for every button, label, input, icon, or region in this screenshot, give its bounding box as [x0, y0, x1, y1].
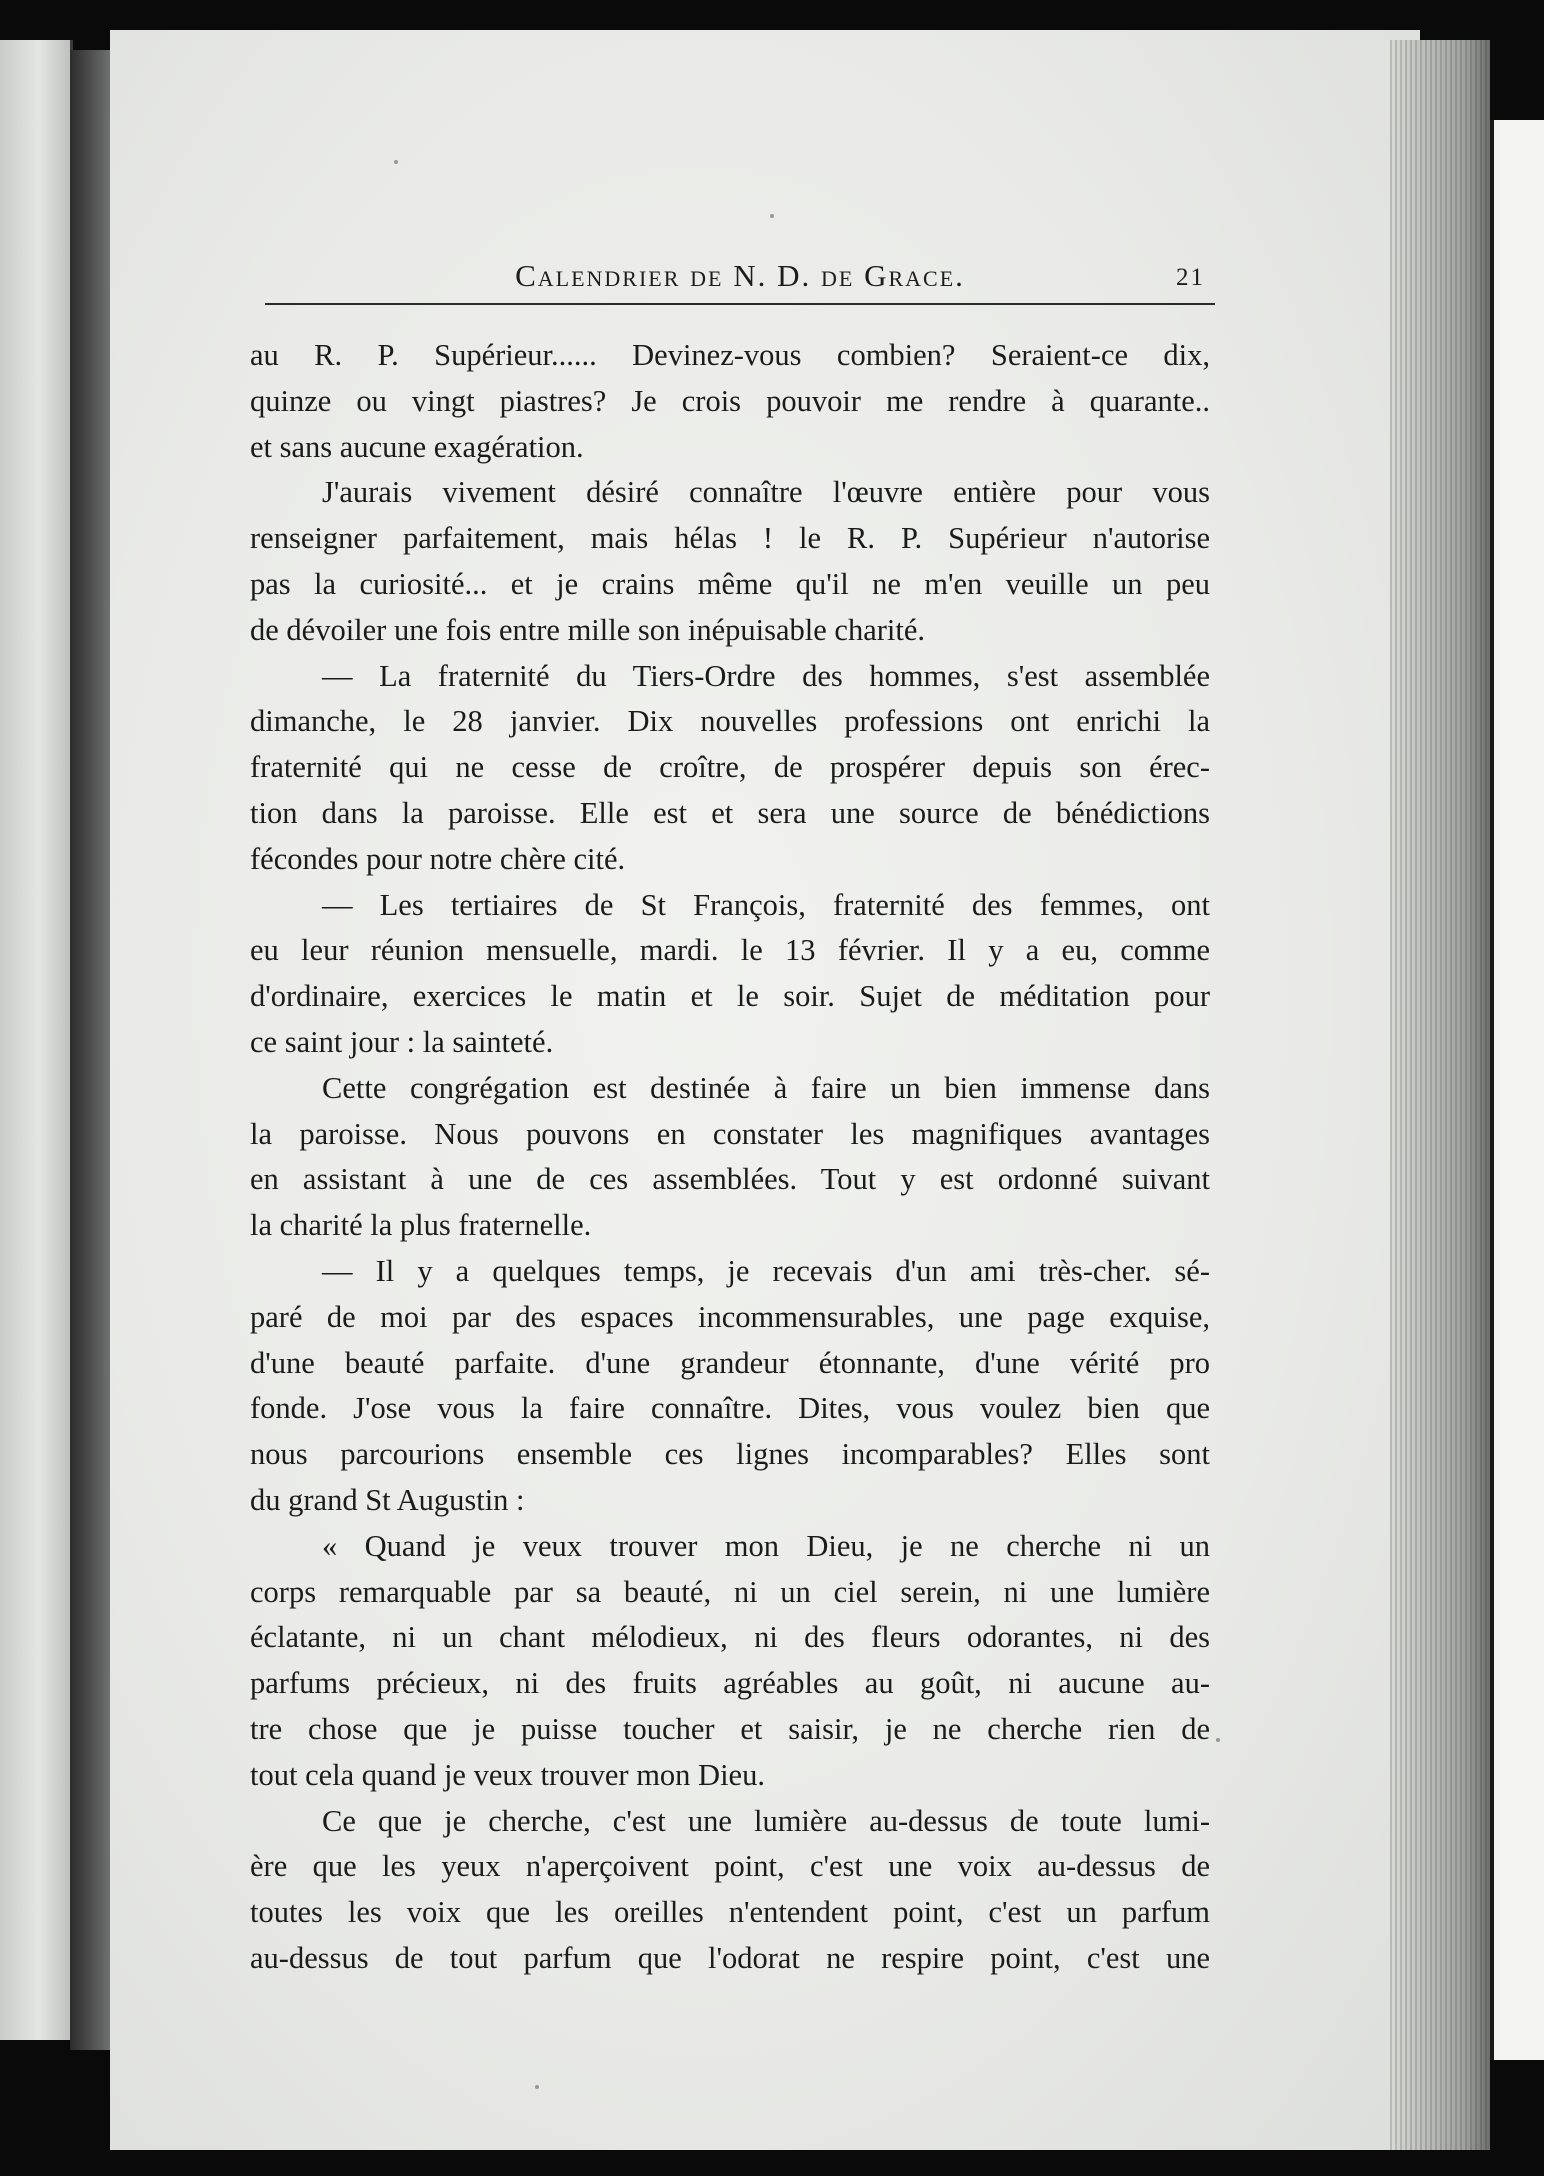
header-rule: [265, 303, 1215, 305]
text-line: parfums précieux, ni des fruits agréables au goût, ni aucune au-: [250, 1666, 1210, 1701]
text-line: quinze ou vingt piastres? Je crois pouvoir me rendre à quarante..: [250, 383, 1210, 418]
text-line: Cette congrégation est destinée à faire un bien immense dans: [322, 1070, 1210, 1105]
text-line: « Quand je veux trouver mon Dieu, je ne cherche ni un: [322, 1528, 1210, 1563]
text-line: au-dessus de tout parfum que l'odorat ne respire point, c'est une: [250, 1940, 1210, 1975]
text-line: tout cela quand je veux trouver mon Dieu.: [250, 1757, 765, 1792]
page-header: [265, 258, 1215, 318]
dust-speck: [535, 2085, 539, 2089]
text-line: au R. P. Supérieur...... Devinez-vous combien? Seraient-ce dix,: [250, 338, 1210, 372]
text-line: renseigner parfaitement, mais hélas ! le R. P. Supérieur n'autorise: [250, 521, 1210, 556]
text-line: du grand St Augustin :: [250, 1482, 525, 1517]
text-line: nous parcourions ensemble ces lignes incomparables? Elles sont: [250, 1437, 1210, 1472]
text-line: corps remarquable par sa beauté, ni un ciel serein, ni une lumière: [250, 1574, 1210, 1609]
text-line: J'aurais vivement désiré connaître l'œuvre entière pour vous: [322, 475, 1210, 510]
text-line: fécondes pour notre chère cité.: [250, 841, 626, 876]
running-title: Calendrier de N. D. de Grace.: [515, 258, 965, 293]
next-page-strip: [1490, 120, 1544, 2060]
text-line: la charité la plus fraternelle.: [250, 1208, 592, 1243]
text-line: d'ordinaire, exercices le matin et le soir. Sujet de méditation pour: [250, 979, 1210, 1014]
text-line: en assistant à une de ces assemblées. Tout y est ordonné suivant: [250, 1162, 1210, 1197]
page-body: [250, 333, 1210, 1982]
text-line: pas la curiosité... et je crains même qu'il ne m'en veuille un peu: [250, 566, 1210, 601]
text-line: Ce que je cherche, c'est une lumière au-dessus de toute lumi-: [322, 1803, 1210, 1838]
facing-page-edge: [0, 40, 73, 2040]
page-stack-edge: [1390, 40, 1490, 2150]
text-line: ère que les yeux n'aperçoivent point, c'est une voix au-dessus de: [250, 1849, 1210, 1884]
text-line: de dévoiler une fois entre mille son inépuisable charité.: [250, 612, 926, 647]
dust-speck: [770, 214, 774, 218]
text-line: — Il y a quelques temps, je recevais d'un ami très-cher. sé-: [322, 1253, 1210, 1288]
text-line: tion dans la paroisse. Elle est et sera une source de bénédictions: [250, 795, 1210, 830]
text-line: toutes les voix que les oreilles n'entendent point, c'est un parfum: [250, 1895, 1210, 1930]
text-line: paré de moi par des espaces incommensurables, une page exquise,: [250, 1299, 1210, 1334]
book-gutter: [70, 50, 110, 2050]
text-line: ce saint jour : la sainteté.: [250, 1024, 554, 1059]
dust-speck: [394, 160, 398, 164]
text-line: tre chose que je puisse toucher et saisir, je ne cherche rien de: [250, 1711, 1210, 1746]
page-number: 21: [1176, 264, 1205, 291]
text-line: éclatante, ni un chant mélodieux, ni des fleurs odorantes, ni des: [250, 1620, 1210, 1655]
text-line: et sans aucune exagération.: [250, 429, 584, 464]
text-line: — La fraternité du Tiers-Ordre des hommes, s'est assemblée: [322, 658, 1210, 693]
text-line: fraternité qui ne cesse de croître, de prospérer depuis son érec-: [250, 750, 1210, 785]
text-line: fonde. J'ose vous la faire connaître. Dites, vous voulez bien que: [250, 1391, 1210, 1426]
text-line: dimanche, le 28 janvier. Dix nouvelles professions ont enrichi la: [250, 704, 1210, 739]
text-line: eu leur réunion mensuelle, mardi. le 13 février. Il y a eu, comme: [250, 933, 1210, 968]
dust-speck: [1216, 1738, 1220, 1742]
text-line: la paroisse. Nous pouvons en constater les magnifiques avantages: [250, 1116, 1210, 1151]
text-line: d'une beauté parfaite. d'une grandeur étonnante, d'une vérité pro: [250, 1345, 1210, 1380]
text-line: — Les tertiaires de St François, fraternité des femmes, ont: [322, 887, 1210, 922]
